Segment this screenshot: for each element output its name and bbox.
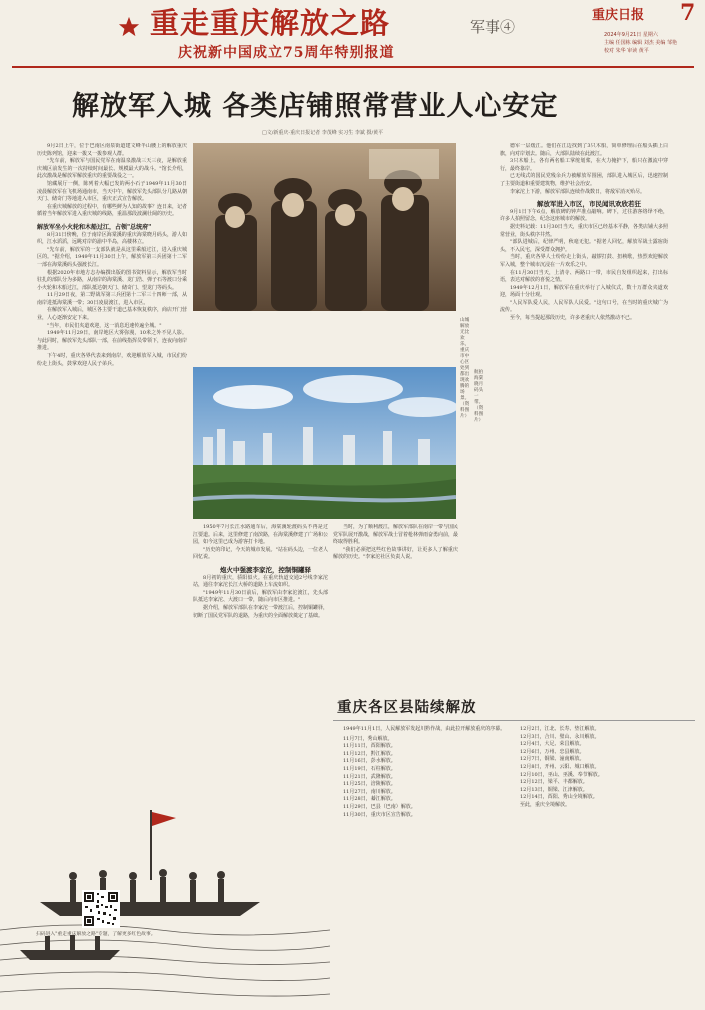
paragraph: 下午4时，重庆各界代表来到南岸，欢迎解放军入城，市民们纷纷走上街头，鼓掌欢迎人民子弟兵。	[37, 353, 187, 367]
list-item: 11月30日，重庆市区宣告解放。	[343, 811, 416, 818]
city-aerial-photo	[193, 367, 456, 519]
list-item: 11月16日，彭水解放。	[343, 758, 396, 765]
paragraph: "1949年11月30日前后，解放军由李家沱渡江，先头部队抵达李家沱、大渡口一带，随后向市区推进。"	[193, 589, 328, 604]
paragraph: 3只木船上，各有两名船工掌舵划桨，在火力掩护下，船只在激流中穿行，最终靠岸。	[500, 158, 668, 172]
paragraph: 8月31日傍晚，位于南岸区海棠溪的重庆海棠晓月码头，游人如织，江水滔滔，远眺对岸的渝中半岛，高楼林立。	[37, 231, 187, 246]
paragraph: "先车前，解放军与国民党军在南温泉激战三天三夜，是解放重庆城区前发生的一次持续时间最长、规模最大的战斗。"馆长介绍，此次激战是解放军解放重庆的重要战役之一。	[37, 158, 187, 180]
paragraph: 当时，重庆各界人士纷纷走上街头，敲锣打鼓、扭秧歌，热烈欢迎解放军入城，整个城市沉浸在一片欢乐之中。	[500, 254, 668, 268]
paragraph: "我们必须把这些红色故事讲好，让更多人了解重庆解放的历史。"李家沱社区负责人说。	[333, 546, 458, 561]
list-item: 12月6日，万州、忠县解放。	[520, 748, 585, 755]
list-item: 11月7日，秀山解放。	[343, 735, 393, 742]
districts-intro: 1949年11月1日，人民解放军发起川黔作战，由此拉开解放重庆的序幕。	[343, 726, 506, 732]
subhead: 解放军进入市区，市民闻讯欢欣若狂	[537, 200, 641, 209]
proof-line: 校对 朱华 审读 黄平	[604, 48, 649, 54]
paragraph: 据史料记载：11月30日当天，重庆市区已经基本平静，各类店铺大多照常营业，街头秩序井然。	[500, 223, 668, 238]
soldiers-photo	[193, 143, 456, 311]
star-icon	[118, 16, 140, 38]
date-line: 2024年9月21日 星期六	[604, 32, 658, 38]
list-item: 11月11日，酉阳解放。	[343, 743, 396, 750]
paragraph: "人民军队爱人民，人民军队人民爱。"这句口号，在当时的重庆城广为流传。	[500, 299, 668, 314]
list-item: 11月19日，石柱解放。	[343, 765, 396, 772]
subhead: 解放军坐小火轮和木船过江，占领"总统府"	[37, 223, 152, 231]
paragraph: 根据2020年市地方志办编撰出版的图书资料显示，解放军当时驻扎的部队分为多路，从南岸的海棠溪、龙门浩、弹子石等渡口分乘小火轮和木船过江，部队抵达朝天门、储奇门、望龙门等码头。	[37, 269, 187, 291]
list-item: 11月12日，黔江解放。	[343, 750, 396, 757]
paragraph: "先车前，解放军的一支部队就是从这里乘船过江，进入重庆城区的。"据介绍，1949年11月30日上午，解放军第三兵团第十二军一部在海棠溪码头强渡长江。	[37, 246, 187, 268]
list-item: 12月14日，酉阳、秀山全境解放。	[520, 794, 598, 801]
list-item: 12月2日，江北、长寿、垫江解放。	[520, 726, 600, 732]
list-item: 12月13日，铜梁、江津解放。	[520, 786, 588, 793]
masthead	[0, 0, 705, 62]
list-item: 11月29日，巴县（巴南）解放。	[343, 803, 416, 810]
list-item: 11月21日，武隆解放。	[343, 773, 396, 780]
list-item: 12月8日，开州、云阳、城口解放。	[520, 763, 600, 770]
paragraph: "部队进城后，纪律严明，秋毫无犯。"据老人回忆，解放军战士露宿街头，不入民宅，深受群众拥护。	[500, 239, 668, 253]
list-item: 至此，重庆全境解放。	[520, 801, 571, 808]
newspaper-logo: 重庆日报	[592, 8, 645, 23]
subhead: 炮火中强渡李家沱，控制铜罐驿	[220, 565, 311, 574]
editor-line: 主编 任国栋 编辑 刘杰 美编 邹艳	[604, 40, 677, 46]
paragraph: 已无线式的国民党残余兵力被解放军围困，部队进入城区后，迅速控制了主要街道和重要建筑物，维护社会治安。	[500, 173, 668, 187]
paragraph: 11月29日夜，第二野战军第三兵团第十二军三十四师一部，从南岸进抵海棠溪一带；30日凌晨渡江，进入市区。	[37, 292, 187, 306]
series-title: 重走重庆解放之路	[150, 6, 391, 40]
article-column-3	[333, 524, 458, 654]
qr-caption: 扫码进入"重走重庆解放之路"专题，了解更多红色故事。	[36, 932, 156, 937]
list-item: 12月3日，合川、璧山、永川解放。	[520, 733, 600, 740]
special-report-subtitle: 庆祝新中国成立75周年特别报道	[178, 45, 395, 61]
districts-title: 重庆各区县陆续解放	[337, 699, 477, 716]
paragraph: "当年，市民们夹道欢迎，这一消息迅速传遍全城。"	[47, 322, 162, 329]
photo-caption-1: 山城解放无比欢乐，重庆市中心区处到都出现欢腾的场景。（资料图片）	[460, 318, 470, 419]
list-item: 12月10日，巫山、巫溪、奉节解放。	[520, 771, 603, 778]
paragraph: 9月1日下午6点，解放碑的钟声准点敲响。碑下，过往游客络绎不绝，许多人拍照留念，纪念这座城市的解放。	[500, 208, 668, 223]
masthead-rule	[12, 66, 694, 68]
qr-code-icon[interactable]	[82, 890, 120, 928]
paragraph: 据介绍，解放军部队在李家沱一带渡江后，控制铜罐驿，切断了国民党军队的退路，为重庆的全面解放奠定了基础。	[193, 604, 328, 619]
list-item: 12月12日，梁平、丰都解放。	[520, 779, 588, 786]
main-headline: 解放军入城 各类店铺照常营业人心安定	[72, 91, 559, 122]
article-column-4	[500, 143, 668, 688]
article-column-2	[193, 524, 328, 702]
page-number: 7	[680, 0, 696, 26]
list-item: 12月7日，铜梁、潼南解放。	[520, 756, 585, 763]
paragraph: 1949年12月1日，解放军在重庆举行了入城仪式，数十万群众夹道欢迎，场面十分壮观。	[500, 284, 668, 299]
paragraph: 在重庆城解放的过程中，有哪些鲜为人知的故事？连日来，记者循着当年解放军进入重庆城的线路，重温那段波澜壮阔的历史。	[37, 203, 187, 218]
list-item: 11月25日，涪陵解放。	[343, 781, 396, 788]
list-item: 12月4日，大足、荣昌解放。	[520, 741, 585, 748]
paragraph: "历史的印记，今天的城市发展。"站在码头边，一位老人回忆说。	[193, 546, 328, 561]
byline: □文/新重庆-重庆日报记者 李茂峰 实习生 李斌 摄/黄平	[262, 130, 384, 136]
paragraph: 至今，每当提起那段历史，许多老重庆人依然激动不已。	[510, 315, 636, 322]
paragraph: 在解放军入城后，城区各主要干道已基本恢复秩序，商店开门营业，人心逐渐安定下来。	[37, 307, 187, 322]
paragraph: 8月初的重庆，骄阳似火。在重庆轨道交通2号线李家沱站，通往李家沱长江大桥的道路上车流如织。	[193, 574, 328, 589]
paragraph: 德军一层缓江。他们在江边找到了3只木船，简单修理后在船头插上白旗，向对岸划去。随后，大部队陆续在此渡江。	[500, 143, 668, 157]
list-item: 11月28日，綦江解放。	[343, 796, 396, 803]
paragraph: 李家沱上下游，解放军部队连续作战数日，将敌军消灭殆尽。	[510, 188, 646, 195]
photo-caption-2: 航拍海棠晓月码头一带。（资料图片）	[474, 370, 484, 423]
paragraph: 1950年7月长江水路通车后，海棠溪轮渡码头不再是过江要道。后来，这里修建了南滨路，在海棠溪修建了广场和公园，如今这里已成为游客打卡地。	[193, 524, 328, 546]
paragraph: 当时，为了顺利渡江，解放军部队在南岸一带与国民党军队展开激战，解放军战士冒着枪林弹雨奋勇向前，最终取得胜利。	[333, 524, 458, 546]
paragraph: 9月2日上午，位于巴南区南泉街道建文峰半山腰上的解放重庆历史陈列馆，迎来一拨又一拨参观人群。	[37, 143, 187, 157]
article-column-1	[37, 143, 187, 688]
list-item: 11月27日，南川解放。	[343, 788, 396, 795]
section-label: 军事④	[470, 18, 516, 36]
paragraph: 馆藏展厅一侧，陈列着大幅已发的两小石子1949年11月30日凌晨解放军在飞机场通南市，当天中午，解放军先头部队分几路从朝天门、储奇门等地进入市区，重庆正式宣告解放。	[37, 180, 187, 203]
section-rule	[333, 720, 695, 721]
paragraph: 1949年11月29日，南岸地区大雾弥漫，10米之外不见人影。与此同时，解放军先头部队一部，在前线指挥员带领下，连夜向南岸推进。	[37, 330, 187, 352]
paragraph: 在11月30日当天，上清寺、两路口一带，市民自发组织起来，打出标语，表达对解放的喜悦之情。	[500, 269, 668, 284]
